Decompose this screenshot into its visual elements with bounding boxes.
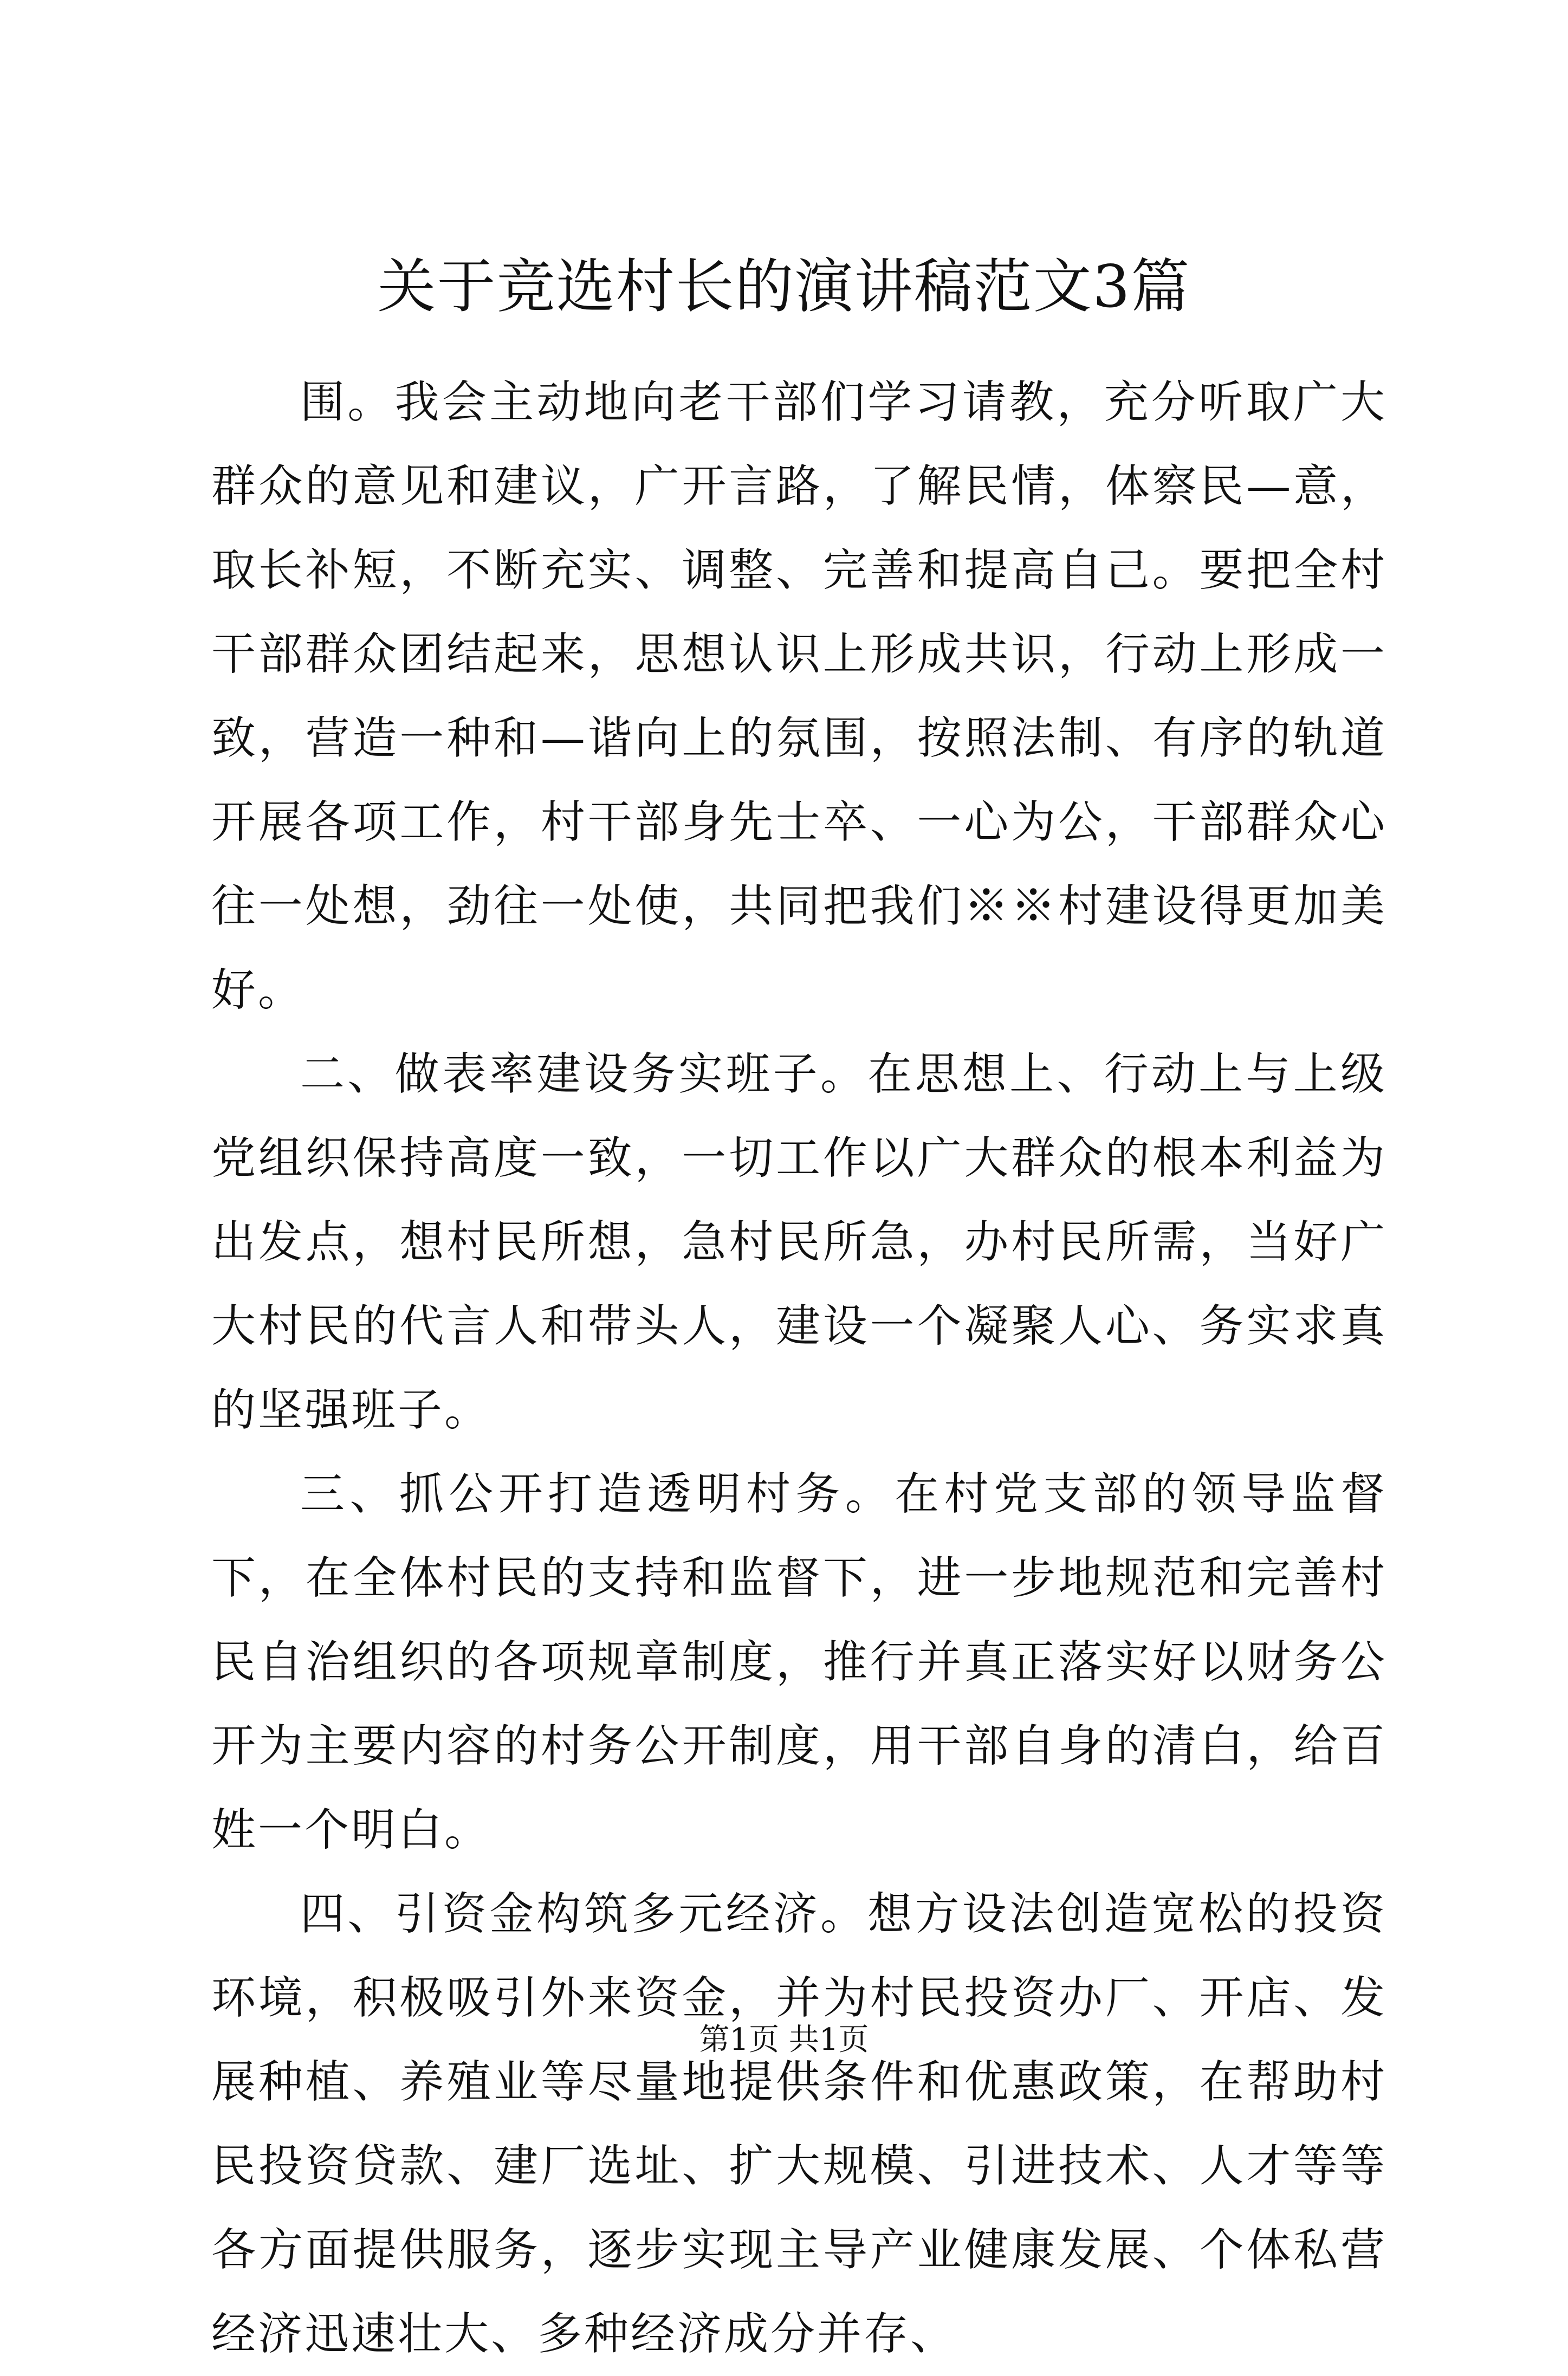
page-footer: 第1页 共1页: [699, 2022, 869, 2057]
paragraph-section-three: 三、抓公开打造透明村务。在村党支部的领导监督下，在全体村民的支持和监督下，进一步地规范和完善村民自治组织的各项规章制度，推行并真正落实好以财务公开为主要内容的村务公开制度，用干部自身的清白，给百姓一个明白。: [211, 1468, 1387, 1856]
paragraph-continuation: 围。我会主动地向老干部们学习请教，充分听取广大群众的意见和建议，广开言路，了解民情，体察民—意，取长补短，不断充实、调整、完善和提高自己。要把全村干部群众团结起来，思想认识上形成共识，行动上形成一致，营造一种和—谐向上的氛围，按照法制、有序的轨道开展各项工作，村干部身先士卒、一心为公，干部群众心往一处想，劲往一处使，共同把我们※※村建设得更加美好。: [211, 377, 1387, 1016]
document-title: 关于竞选村长的演讲稿范文3篇: [377, 253, 1191, 321]
paragraph-section-two: 二、做表率建设务实班子。在思想上、行动上与上级党组织保持高度一致，一切工作以广大群众的根本利益为出发点，想村民所想，急村民所急，办村民所需，当好广大村民的代言人和带头人，建设一个凝聚人心、务实求真的坚强班子。: [211, 1048, 1387, 1436]
paragraph-section-four: 四、引资金构筑多元经济。想方设法创造宽松的投资环境，积极吸引外来资金，并为村民投资办厂、开店、发展种植、养殖业等尽量地提供条件和优惠政策，在帮助村民投资贷款、建厂选址、扩大规模、引进技术、人才等等各方面提供服务，逐步实现主导产业健康发展、个体私营经济迅速壮大、多种经济成分并存、: [211, 1888, 1387, 2360]
document-body: [211, 360, 1387, 2376]
